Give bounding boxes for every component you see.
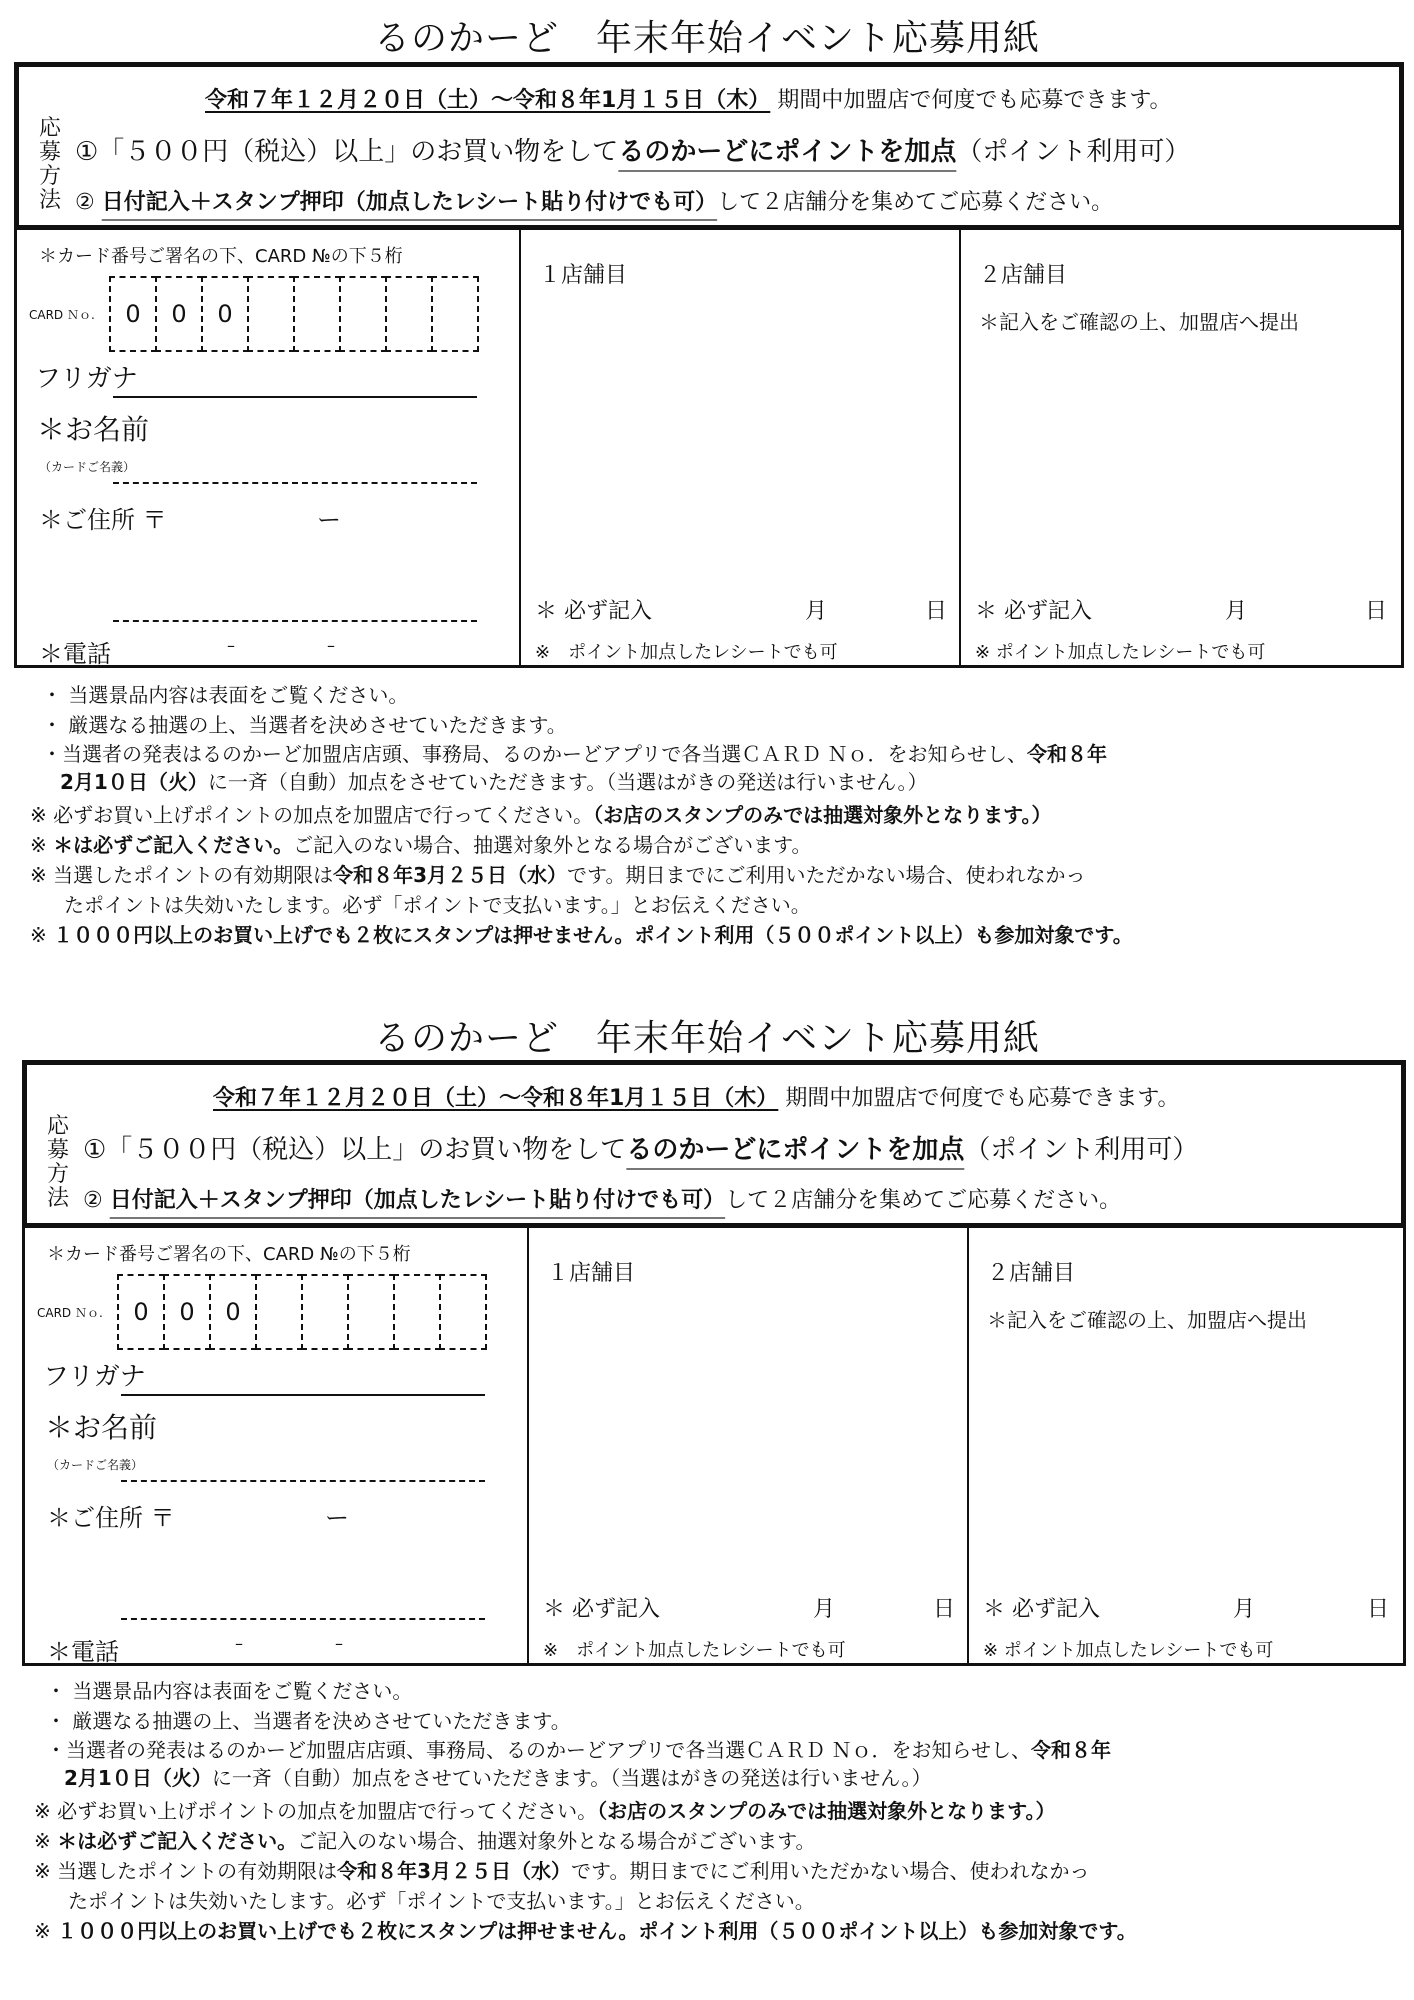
note-required-fields — [30, 830, 1410, 860]
card-digit-box[interactable] — [247, 276, 295, 352]
month-label: 月 — [805, 599, 828, 624]
note-lottery: ・ 厳選なる抽選の上、当選者を決めさせていただきます。 — [46, 1709, 571, 1733]
phone-dash: – — [235, 1634, 243, 1653]
card-hint: ＊カード番号ご署名の下、CARD №の下５桁 — [39, 246, 403, 267]
card-digit-box[interactable]: 0 — [201, 276, 249, 352]
step-1-bold: るのかーどにポイントを加点 — [618, 137, 957, 167]
note-prefix: ※ — [30, 833, 54, 857]
step-1-prefix: ①「５００円（税込）以上」のお買い物をして — [83, 1135, 627, 1165]
note-announcement-text-2: に一斉（自動）加点をさせていただきます。（当選はがきの発送は行いません。） — [211, 1766, 932, 1790]
note-announcement-date: 2月1０日（火） — [64, 1766, 212, 1790]
phone-label: ＊電話 — [39, 640, 111, 668]
step-1-suffix: （ポイント利用可） — [956, 137, 1191, 167]
personal-info-column — [25, 1226, 527, 1666]
postal-dash: ー — [317, 506, 341, 534]
note-expiry-text-2: です。期日までにご利用いただかない場合、使われなかっ — [571, 1859, 1090, 1883]
step-1-suffix: （ポイント利用可） — [964, 1135, 1199, 1165]
card-digit-box[interactable] — [255, 1274, 303, 1350]
furigana-label: フリガナ — [35, 364, 138, 394]
store-1-column — [527, 1226, 969, 1663]
note-prefix: ※ — [30, 923, 54, 947]
note-expiry-continued: たポイントは失効いたします。必ず「ポイントで支払います。」とお伝えください。 — [68, 1889, 815, 1913]
furigana-label: フリガナ — [43, 1362, 146, 1392]
phone-dash: – — [335, 1634, 343, 1653]
store-2-title: ２店舗目 — [987, 1261, 1076, 1286]
store-2-column — [959, 228, 1401, 665]
card-digit-box[interactable] — [339, 276, 387, 352]
phone-dash: – — [227, 636, 235, 655]
store-1-title: １店舗目 — [539, 263, 628, 288]
entry-grid — [22, 1226, 1406, 1666]
note-expiry-text: ※ 当選したポイントの有効期限は — [30, 863, 334, 887]
note-lottery: ・ 厳選なる抽選の上、当選者を決めさせていただきます。 — [42, 713, 567, 737]
note-expiry-date: 令和８年3月２５日（水） — [337, 1859, 572, 1883]
card-digit-box[interactable] — [293, 276, 341, 352]
step-2-suffix: して２店舗分を集めてご応募ください。 — [725, 1188, 1122, 1213]
personal-info-column — [17, 228, 519, 668]
period-text — [205, 83, 1172, 114]
card-number-boxes — [119, 1274, 487, 1350]
step-2-prefix: ② — [83, 1188, 110, 1213]
step-1 — [83, 1129, 1198, 1166]
step-1-bold: るのかーどにポイントを加点 — [626, 1135, 965, 1165]
store-1-title: １店舗目 — [547, 1261, 636, 1286]
name-field[interactable] — [113, 482, 477, 484]
card-digit-box[interactable] — [393, 1274, 441, 1350]
receipt-note: ※ ポイント加点したレシートでも可 — [983, 1640, 1274, 1661]
form-title: るのかーど 年末年始イベント応募用紙 — [373, 18, 1040, 59]
phone-label: ＊電話 — [47, 1638, 119, 1666]
note-prize: ・ 当選景品内容は表面をご覧ください。 — [42, 683, 409, 707]
card-digit-box[interactable] — [431, 276, 479, 352]
note-required-text: ご記入のない場合、抽選対象外となる場合がございます。 — [293, 833, 812, 857]
note-points-text: ※ 必ずお買い上げポイントの加点を加盟店で行ってください。 — [34, 1799, 598, 1823]
method-label: 応募方法 — [46, 1114, 69, 1211]
name-sublabel: （カードご名義） — [47, 1458, 144, 1472]
method-label: 応募方法 — [38, 116, 61, 213]
store-1-column — [519, 228, 961, 665]
store-2-note: ＊記入をご確認の上、加盟店へ提出 — [987, 1308, 1307, 1332]
required-label: ＊ 必ず記入 — [983, 1597, 1100, 1622]
note-expiry — [30, 860, 1410, 890]
address-label: ＊ご住所 〒 — [47, 1504, 175, 1532]
phone-dash: – — [327, 636, 335, 655]
month-label: 月 — [813, 1597, 836, 1622]
period-dates: 令和７年１２月２０日（土）～令和８年1月１５日（木） — [205, 88, 771, 113]
note-required-bold: ＊は必ずご記入ください。 — [53, 833, 294, 857]
required-label: ＊ 必ず記入 — [535, 599, 652, 624]
card-number-label: CARD Ｎｏ. — [37, 1306, 103, 1320]
address-label: ＊ご住所 〒 — [39, 506, 167, 534]
card-number-label: CARD Ｎｏ. — [29, 308, 95, 322]
furigana-field[interactable] — [121, 1394, 485, 1396]
receipt-note: ※ ポイント加点したレシートでも可 — [975, 642, 1266, 663]
card-digit-box[interactable]: 0 — [117, 1274, 165, 1350]
step-2-bold: 日付記入＋スタンプ押印（加点したレシート貼り付けでも可） — [109, 1188, 726, 1213]
card-digit-box[interactable]: 0 — [163, 1274, 211, 1350]
note-prefix: ※ — [34, 1829, 58, 1853]
step-2-suffix: して２店舗分を集めてご応募ください。 — [717, 190, 1114, 215]
method-box — [14, 62, 1404, 230]
note-expiry-text: ※ 当選したポイントの有効期限は — [34, 1859, 338, 1883]
store-2-column — [967, 1226, 1403, 1663]
note-stamp-bold: １０００円以上のお買い上げでも２枚にスタンプは押せません。ポイント利用（５００ポイント以上）も参加対象です。 — [53, 923, 1133, 947]
card-digit-box[interactable]: 0 — [209, 1274, 257, 1350]
card-digit-box[interactable] — [347, 1274, 395, 1350]
card-number-boxes — [111, 276, 479, 352]
note-announcement-date: 2月1０日（火） — [60, 770, 208, 794]
note-required-fields — [34, 1826, 1414, 1856]
period-rest: 期間中加盟店で何度でも応募できます。 — [785, 1086, 1180, 1111]
form-title: るのかーど 年末年始イベント応募用紙 — [373, 1018, 1040, 1059]
step-1 — [75, 131, 1190, 168]
note-points-bold: （お店のスタンプのみでは抽選対象外となります。） — [597, 1799, 1056, 1823]
note-prefix: ※ — [34, 1919, 58, 1943]
card-digit-box[interactable]: 0 — [155, 276, 203, 352]
card-digit-box[interactable]: 0 — [109, 276, 157, 352]
note-expiry-date: 令和８年3月２５日（水） — [333, 863, 568, 887]
note-announcement-date-year: 令和８年 — [1026, 742, 1107, 766]
period-text — [213, 1081, 1180, 1112]
note-announcement-text: ・当選者の発表はるのかーど加盟店店頭、事務局、るのかーどアプリで各当選ＣＡＲＤ Ｎｏ．をお知らせし、 — [46, 1738, 1031, 1762]
entry-grid — [14, 228, 1404, 668]
name-sublabel: （カードご名義） — [39, 460, 136, 474]
name-field[interactable] — [121, 1480, 485, 1482]
store-2-title: ２店舗目 — [979, 263, 1068, 288]
step-2-bold: 日付記入＋スタンプ押印（加点したレシート貼り付けでも可） — [101, 190, 718, 215]
period-dates: 令和７年１２月２０日（土）～令和８年1月１５日（木） — [213, 1086, 779, 1111]
note-required-bold: ＊は必ずご記入ください。 — [57, 1829, 298, 1853]
note-announcement-date-year: 令和８年 — [1030, 1738, 1111, 1762]
step-2-prefix: ② — [75, 190, 102, 215]
card-digit-box[interactable] — [301, 1274, 349, 1350]
notes-section — [30, 680, 1410, 950]
required-label: ＊ 必ず記入 — [543, 1597, 660, 1622]
month-label: 月 — [1233, 1597, 1256, 1622]
note-points-text: ※ 必ずお買い上げポイントの加点を加盟店で行ってください。 — [30, 803, 594, 827]
card-digit-box[interactable] — [385, 276, 433, 352]
note-announcement-text: ・当選者の発表はるのかーど加盟店店頭、事務局、るのかーどアプリで各当選ＣＡＲＤ Ｎｏ．をお知らせし、 — [42, 742, 1027, 766]
note-expiry — [34, 1856, 1414, 1886]
address-field[interactable] — [113, 620, 477, 622]
required-label: ＊ 必ず記入 — [975, 599, 1092, 624]
note-announcement-text-2: に一斉（自動）加点をさせていただきます。（当選はがきの発送は行いません。） — [207, 770, 928, 794]
step-2 — [75, 185, 1113, 216]
postal-dash: ー — [325, 1504, 349, 1532]
day-label: 日 — [932, 1597, 955, 1622]
note-announcement — [30, 740, 1402, 800]
note-points-required — [34, 1796, 1414, 1826]
note-stamp-limit — [30, 920, 1410, 950]
note-points-required — [30, 800, 1410, 830]
note-announcement — [34, 1736, 1406, 1796]
note-required-text: ご記入のない場合、抽選対象外となる場合がございます。 — [297, 1829, 816, 1853]
card-digit-box[interactable] — [439, 1274, 487, 1350]
day-label: 日 — [1366, 1597, 1389, 1622]
day-label: 日 — [924, 599, 947, 624]
note-stamp-limit — [34, 1916, 1414, 1946]
name-label: ＊お名前 — [45, 1411, 158, 1444]
month-label: 月 — [1225, 599, 1248, 624]
address-field[interactable] — [121, 1618, 485, 1620]
day-label: 日 — [1364, 599, 1387, 624]
furigana-field[interactable] — [113, 396, 477, 398]
step-1-prefix: ①「５００円（税込）以上」のお買い物をして — [75, 137, 619, 167]
note-expiry-text-2: です。期日までにご利用いただかない場合、使われなかっ — [567, 863, 1086, 887]
receipt-note: ※ ポイント加点したレシートでも可 — [535, 642, 838, 663]
note-stamp-bold: １０００円以上のお買い上げでも２枚にスタンプは押せません。ポイント利用（５００ポイント以上）も参加対象です。 — [57, 1919, 1137, 1943]
store-2-note: ＊記入をご確認の上、加盟店へ提出 — [979, 310, 1299, 334]
name-label: ＊お名前 — [37, 413, 150, 446]
notes-section — [34, 1676, 1414, 1946]
step-2 — [83, 1183, 1121, 1214]
note-points-bold: （お店のスタンプのみでは抽選対象外となります。） — [593, 803, 1052, 827]
card-hint: ＊カード番号ご署名の下、CARD №の下５桁 — [47, 1244, 411, 1265]
method-box — [22, 1060, 1406, 1228]
note-expiry-continued: たポイントは失効いたします。必ず「ポイントで支払います。」とお伝えください。 — [64, 893, 811, 917]
note-prize: ・ 当選景品内容は表面をご覧ください。 — [46, 1679, 413, 1703]
receipt-note: ※ ポイント加点したレシートでも可 — [543, 1640, 846, 1661]
period-rest: 期間中加盟店で何度でも応募できます。 — [777, 88, 1172, 113]
